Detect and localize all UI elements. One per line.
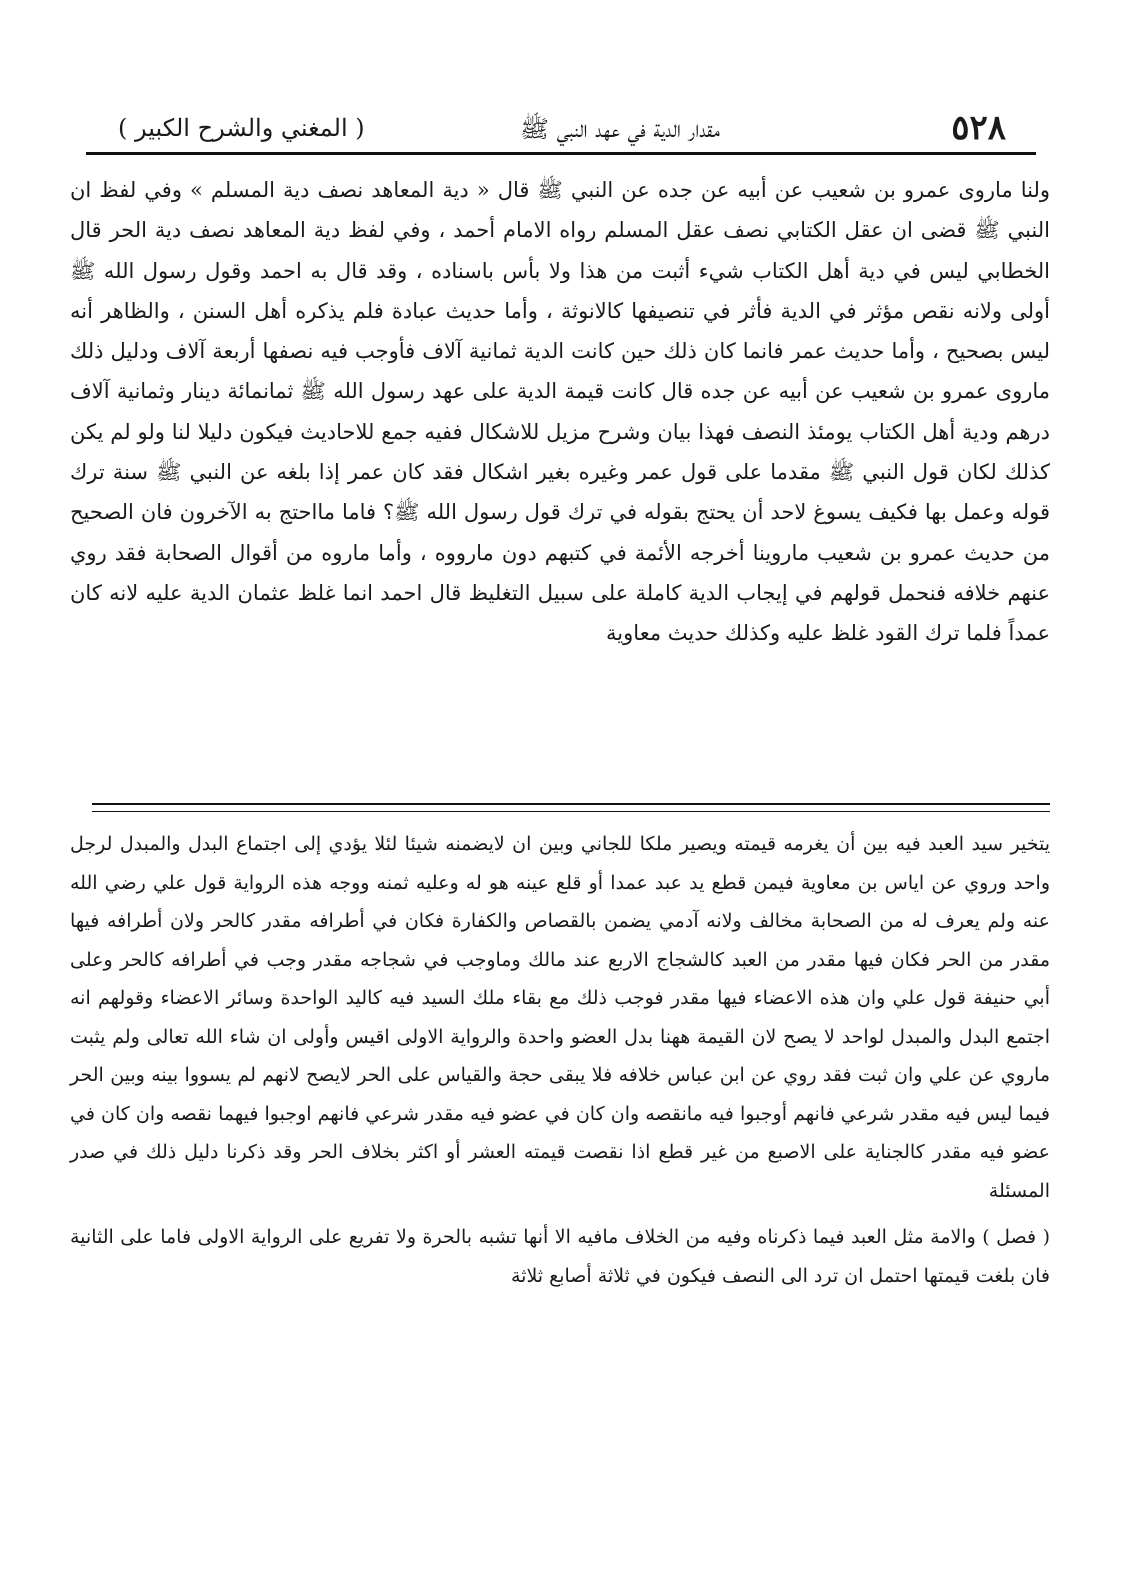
fasl-paragraph: ( فصل ) والامة مثل العبد فيما ذكرناه وفيه من الخلاف مافيه الا أنها تشبه بالحرة ولا تفريع على الرواية الاولى فاما على الثانية فان بلغت قيمتها احتمل ان ترد الى النصف فيكون في ثلاثة أصابع ثلاثة <box>70 1226 1050 1287</box>
header-rule <box>86 152 1036 155</box>
running-title: مقدار الدية في عهد النبي ﷺ <box>519 115 720 143</box>
section-separator <box>92 803 1050 812</box>
main-paragraph: ولنا ماروى عمرو بن شعيب عن أبيه عن جده عن النبي ﷺ قال « دية المعاهد نصف دية المسلم » وفي لفظ ان النبي ﷺ قضى ان عقل الكتابي نصف عقل المسلم رواه الامام أحمد ، وفي لفظ دية المعاهد نصف دية الحر قال الخطابي ليس في دية أهل الكتاب شيء أثبت من هذا ولا بأس باسناده ، وقد قال به احمد وقول رسول الله ﷺ أولى ولانه نقص مؤثر في الدية فأثر في تنصيفها كالانوثة ، وأما حديث عبادة فلم يذكره أهل السنن ، والظاهر أنه ليس بصحيح ، وأما حديث عمر فانما كان ذلك حين كانت الدية ثمانية آلاف فأوجب فيه نصفها أربعة آلاف ودليل ذلك ماروى عمرو بن شعيب عن أبيه عن جده قال كانت قيمة الدية على عهد رسول الله ﷺ ثمانمائة دينار وثمانية آلاف درهم ودية أهل الكتاب يومئذ النصف فهذا بيان وشرح مزيل للاشكال ففيه جمع للاحاديث فيكون دليلا لنا ولو لم يكن كذلك لكان قول النبي ﷺ مقدما على قول عمر وغيره بغير اشكال فقد كان عمر إذا بلغه عن النبي ﷺ سنة ترك قوله وعمل بها فكيف يسوغ لاحد أن يحتج بقوله في ترك قول رسول الله ﷺ؟ فاما مااحتج به الآخرون فان الصحيح من حديث عمرو بن شعيب ماروينا أخرجه الأئمة في كتبهم دون مارووه ، وأما ماروه من أقوال الصحابة فقد روي عنهم خلافه فنحمل قولهم في إيجاب الدية كاملة على سبيل التغليظ قال احمد انما غلظ عثمان الدية عليه لانه كان عمداً فلما ترك القود غلظ عليه وكذلك حديث معاوية <box>70 178 1050 646</box>
page-number: ٥٢٨ <box>951 108 1006 148</box>
main-text <box>70 170 1050 654</box>
commentary-text <box>70 825 1050 1295</box>
book-title: ( المغني والشرح الكبير ) <box>118 114 365 142</box>
commentary-paragraph: يتخير سيد العبد فيه بين أن يغرمه قيمته ويصير ملكا للجاني وبين ان لايضمنه شيئا لئلا يؤدي إلى اجتماع البدل والمبدل لرجل واحد وروي عن اياس بن معاوية فيمن قطع يد عبد عمدا أو قلع عينه هو له وعليه ثمنه ووجه هذه الرواية قول علي رضي الله عنه ولم يعرف له من الصحابة مخالف ولانه آدمي يضمن بالقصاص والكفارة فكان في أطرافه مقدر كالحر ولان أطرافه فيها مقدر من الحر فكان فيها مقدر من العبد كالشجاج الاربع عند مالك وماوجب في شجاجه مقدر وجب في أطرافه كالحر وعلى أبي حنيفة قول علي وان هذه الاعضاء فيها مقدر فوجب ذلك مع بقاء ملك السيد فيه كاليد الواحدة وسائر الاعضاء وقولهم انه اجتمع البدل والمبدل لواحد لا يصح لان القيمة ههنا بدل العضو واحدة والرواية الاولى اقيس وأولى ان شاء الله تعالى ولم يثبت ماروي عن علي وان ثبت فقد روي عن ابن عباس خلافه فلا يبقى حجة والقياس على الحر لايصح لانهم لم يسووا بينه وبين الحر فيما ليس فيه مقدر شرعي فانهم أوجبوا فيه مانقصه وان كان في عضو فيه مقدر شرعي فانهم اوجبوا فيهما نقصه وان كان في عضو فيه مقدر كالجناية على الاصبع من غير قطع اذا نقصت قيمته العشر أو اكثر بخلاف الحر وقد ذكرنا دليل ذلك في صدر المسئلة <box>70 833 1050 1202</box>
page-header <box>100 104 1020 150</box>
